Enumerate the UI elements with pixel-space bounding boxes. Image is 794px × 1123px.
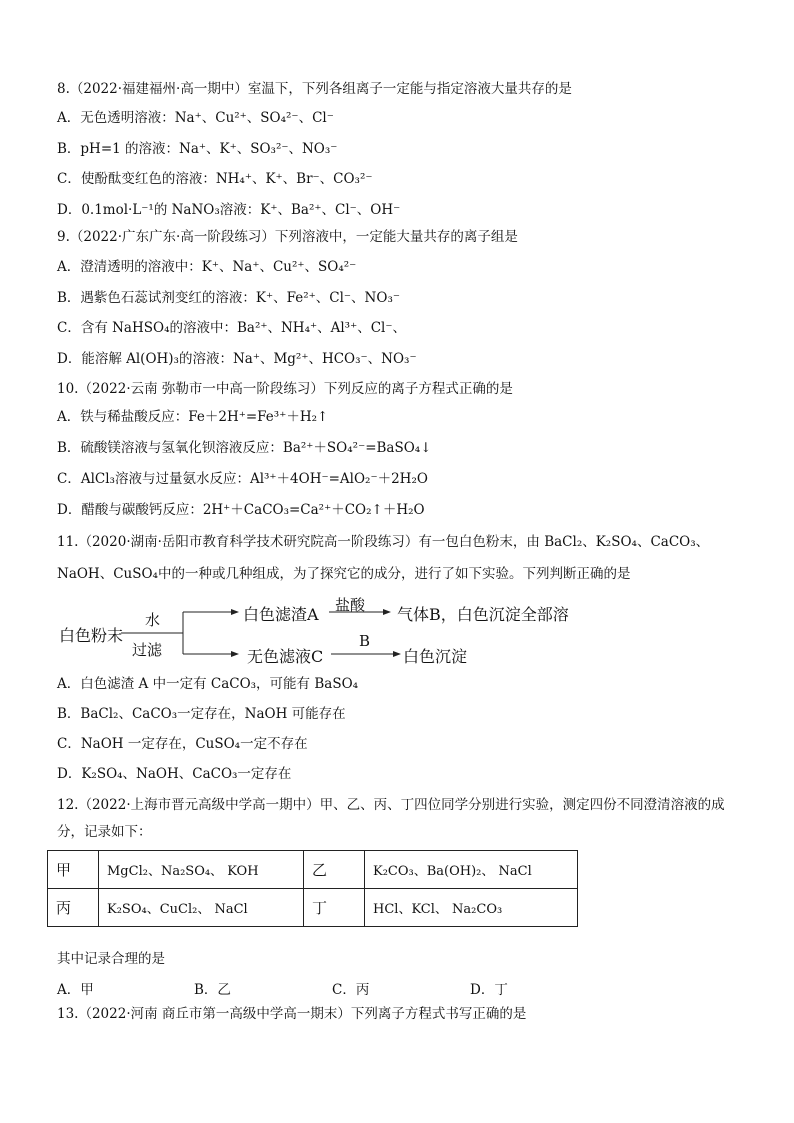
- flow-filtrate-result: 白色沉淀: [403, 647, 468, 666]
- flow-residue-label: 白色滤渣A: [243, 605, 319, 624]
- question-8-option-d: D．0.1mol·L⁻¹的 NaNO₃溶液：K⁺、Ba²⁺、Cl⁻、OH⁻: [57, 202, 401, 218]
- flow-acid-label: 盐酸: [335, 596, 366, 614]
- flow-start-label: 白色粉末: [59, 626, 124, 645]
- question-10-stem: 10.（2022·云南 弥勒市一中高一阶段练习）下列反应的离子方程式正确的是: [57, 381, 513, 397]
- table-row: [48, 889, 578, 927]
- table-cell: 甲: [48, 851, 99, 889]
- table-cell: K₂SO₄、CuCl₂、 NaCl: [99, 889, 304, 927]
- question-9-option-c: C．含有 NaHSO₄的溶液中：Ba²⁺、NH₄⁺、Al³⁺、Cl⁻、: [57, 320, 406, 336]
- flow-residue-result: 气体B，白色沉淀全部溶: [397, 605, 569, 624]
- table-cell: 乙: [304, 851, 365, 889]
- question-9-option-d: D．能溶解 Al(OH)₃的溶液：Na⁺、Mg²⁺、HCO₃⁻、NO₃⁻: [57, 351, 417, 367]
- question-12-stem-line-1: 12.（2022·上海市晋元高级中学高一期中）甲、乙、丙、丁四位同学分别进行实验，测定四份不同澄清溶液的成: [57, 797, 725, 813]
- question-8-option-a: A．无色透明溶液：Na⁺、Cu²⁺、SO₄²⁻、Cl⁻: [57, 110, 334, 126]
- question-9-stem: 9.（2022·广东广东·高一阶段练习）下列溶液中，一定能大量共存的离子组是: [57, 229, 518, 245]
- question-11-option-a: A．白色滤渣 A 中一定有 CaCO₃，可能有 BaSO₄: [57, 676, 359, 692]
- question-8-option-c: C．使酚酞变红色的溶液：NH₄⁺、K⁺、Br⁻、CO₃²⁻: [57, 171, 373, 187]
- table-cell: HCl、KCl、 Na₂CO₃: [365, 889, 578, 927]
- question-11-stem-line-2: NaOH、CuSO₄中的一种或几种组成，为了探究它的成分，进行了如下实验。下列判断正确的是: [57, 566, 631, 582]
- question-9-option-b: B．遇紫色石蕊试剂变红的溶液：K⁺、Fe²⁺、Cl⁻、NO₃⁻: [57, 290, 400, 306]
- question-10-option-b: B．硫酸镁溶液与氢氧化钡溶液反应：Ba²⁺＋SO₄²⁻=BaSO₄↓: [57, 440, 432, 456]
- table-cell: 丁: [304, 889, 365, 927]
- flow-filtrate-label: 无色滤液C: [247, 647, 324, 666]
- table-cell: MgCl₂、Na₂SO₄、 KOH: [99, 851, 304, 889]
- question-8-option-b: B．pH=1 的溶液：Na⁺、K⁺、SO₃²⁻、NO₃⁻: [57, 141, 338, 157]
- question-11-option-b: B．BaCl₂、CaCO₃一定存在，NaOH 可能存在: [57, 706, 346, 722]
- question-10-option-c: C．AlCl₃溶液与过量氨水反应：Al³⁺＋4OH⁻=AlO₂⁻＋2H₂O: [57, 471, 428, 487]
- table-row: [48, 851, 578, 889]
- question-12-option-d: D．丁: [470, 982, 508, 998]
- question-11-option-d: D．K₂SO₄、NaOH、CaCO₃一定存在: [57, 766, 292, 782]
- question-12-prompt: 其中记录合理的是: [57, 951, 165, 967]
- question-11-option-c: C．NaOH 一定存在，CuSO₄一定不存在: [57, 736, 308, 752]
- question-12-option-a: A．甲: [57, 982, 94, 998]
- question-8-stem: 8.（2022·福建福州·高一期中）室温下，下列各组离子一定能与指定溶液大量共存的是: [57, 81, 572, 97]
- question-12-stem-line-2: 分，记录如下：: [57, 824, 152, 840]
- flow-water-label: 水: [145, 611, 161, 629]
- record-table: [47, 850, 578, 927]
- question-12-option-b: B．乙: [194, 982, 231, 998]
- table-cell: 丙: [48, 889, 99, 927]
- table-cell: K₂CO₃、Ba(OH)₂、 NaCl: [365, 851, 578, 889]
- question-12-option-c: C．丙: [332, 982, 370, 998]
- question-11-stem-line-1: 11.（2020·湖南·岳阳市教育科学技术研究院高一阶段练习）有一包白色粉末，由 BaCl₂、K₂SO₄、CaCO₃、: [57, 534, 710, 550]
- question-9-option-a: A．澄清透明的溶液中：K⁺、Na⁺、Cu²⁺、SO₄²⁻: [57, 259, 357, 275]
- question-10-option-a: A．铁与稀盐酸反应：Fe＋2H⁺=Fe³⁺＋H₂↑: [57, 409, 329, 425]
- flow-reagent-b-label: B: [359, 632, 371, 650]
- experiment-flow-diagram: [57, 596, 657, 666]
- question-13-stem: 13.（2022·河南 商丘市第一高级中学高一期末）下列离子方程式书写正确的是: [57, 1006, 527, 1022]
- flow-filter-label: 过滤: [132, 641, 163, 659]
- question-10-option-d: D．醋酸与碳酸钙反应：2H⁺＋CaCO₃=Ca²⁺＋CO₂↑＋H₂O: [57, 502, 425, 518]
